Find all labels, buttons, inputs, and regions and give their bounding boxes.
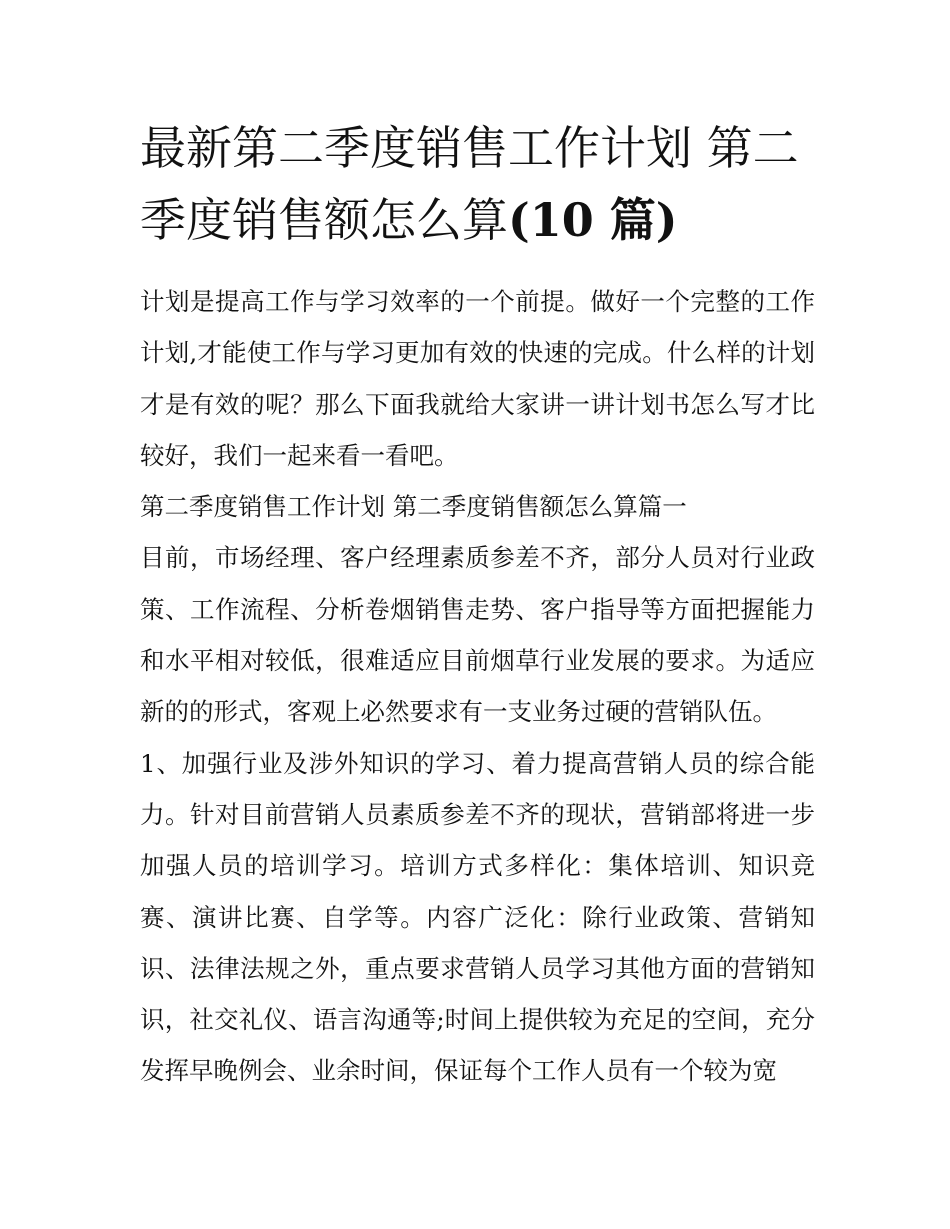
title-text: 最新第二季度销售工作计划 第二季度销售额怎么算: [140, 121, 799, 247]
document-body: [140, 276, 815, 1097]
document-title: [140, 112, 830, 256]
section-heading: 第二季度销售工作计划 第二季度销售额怎么算篇一: [140, 492, 687, 522]
title-suffix: 篇): [593, 193, 678, 247]
intro-paragraph: 计划是提高工作与学习效率的一个前提。做好一个完整的工作计划,才能使工作与学习更加有效的快速的完成。什么样的计划才是有效的呢？那么下面我就给大家讲一讲计划书怎么写才比较好，我们一起来看一看吧。: [140, 287, 815, 470]
body-paragraph: 1、加强行业及涉外知识的学习、着力提高营销人员的综合能力。针对目前营销人员素质参差不齐的现状，营销部将进一步加强人员的培训学习。培训方式多样化：集体培训、知识竞赛、演讲比赛、自学等。内容广泛化：除行业政策、营销知识、法律法规之外，重点要求营销人员学习其他方面的营销知识，社交礼仪、语言沟通等;时间上提供较为充足的空间，充分发挥早晚例会、业余时间，保证每个工作人员有一个较为宽: [140, 748, 815, 1086]
body-paragraph: 目前，市场经理、客户经理素质参差不齐，部分人员对行业政策、工作流程、分析卷烟销售走势、客户指导等方面把握能力和水平相对较低，很难适应目前烟草行业发展的要求。为适应新的的形式，客观上必然要求有一支业务过硬的营销队伍。: [140, 543, 815, 727]
title-count: (10: [508, 193, 594, 247]
